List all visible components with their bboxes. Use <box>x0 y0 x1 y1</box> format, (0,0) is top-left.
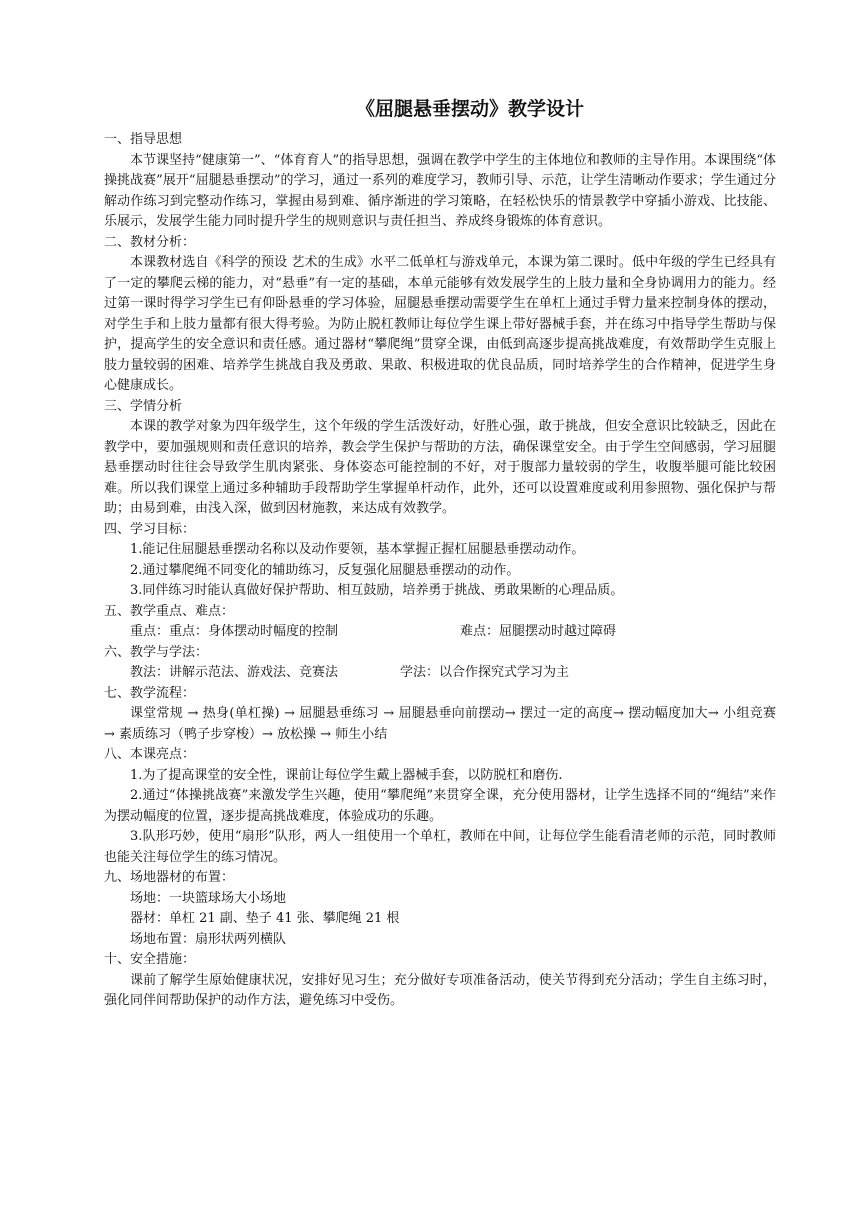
section-paragraph: 本课教材选自《科学的预设 艺术的生成》水平二低单杠与游戏单元，本课为第二课时。低中年级的学生已经具有了一定的攀爬云梯的能力，对“悬垂”有一定的基础，本单元能够有效发展学生的上肢力量和全身协调用力的能力。经过第一课时得学习学生已有仰卧悬垂的学习体验，屈腿悬垂摆动需要学生在单杠上通过手臂力量来控制身体的摆动，对学生手和上肢力量都有很大得考验。为防止脱杠教师让每位学生课上带好器械手套，并在练习中指导学生帮助与保护，提高学生的安全意识和责任感。通过器材“攀爬绳”贯穿全课，由低到高逐步提高挑战难度，有效帮助学生克服上肢力量较弱的困难、培养学生挑战自我及勇敢、果敢、积极进取的优良品质，同时培养学生的合作精神，促进学生身心健康成长。 <box>104 255 776 393</box>
section-heading: 七、教学流程： <box>104 685 196 701</box>
section-process <box>104 684 776 746</box>
section-student-analysis <box>104 397 776 520</box>
section-heading: 一、指导思想 <box>104 132 183 147</box>
section-heading: 八、本课亮点： <box>104 747 196 762</box>
section-venue-equipment <box>104 868 776 950</box>
goal-item: 2.通过攀爬绳不同变化的辅助练习，反复强化屈腿悬垂摆动的动作。 <box>130 562 520 578</box>
section-paragraph: 课前了解学生原始健康状况，安排好见习生；充分做好专项准备活动，使关节得到充分活动；学生自主练习时，强化同伴间帮助保护的动作方法，避免练习中受伤。 <box>104 972 776 1008</box>
section-safety <box>104 950 776 1012</box>
key-points-row <box>104 622 776 643</box>
section-paragraph: 本节课坚持“健康第一”、“体育育人”的指导思想，强调在教学中学生的主体地位和教师的主导作用。本课围绕“体操挑战赛”展开“屈腿悬垂摆动”的学习，通过一系列的难度学习，教师引导、示范，让学生清晰动作要求；学生通过分解动作练习到完整动作练习，掌握由易到难、循序渐进的学习策略，在轻松快乐的情景教学中穿插小游戏、比技能、乐展示，发展学生能力同时提升学生的规则意识与责任担当、养成终身锻炼的体育意识。 <box>104 152 776 229</box>
section-guiding-ideology <box>104 130 776 233</box>
document-title: 《屈腿悬垂摆动》教学设计 <box>355 98 584 120</box>
goal-item: 3.同伴练习时能认真做好保护帮助、相互鼓励，培养勇于挑战、勇敢果断的心理品质。 <box>130 583 624 598</box>
process-flow: 课堂常规 → 热身(单杠操) → 屈腿悬垂练习 → 屈腿悬垂向前摆动→ 摆过一定的高度→ 摆动幅度加大→ 小组竞赛 → 素质练习（鸭子步穿梭）→ 放松操 → 师生小结 <box>104 706 776 742</box>
teaching-method: 教法：讲解示范法、游戏法、竞赛法 <box>130 665 339 680</box>
section-heading: 十、安全措施： <box>104 952 196 967</box>
methods-row <box>104 663 776 684</box>
section-methods <box>104 643 776 684</box>
section-heading: 五、教学重点、难点： <box>104 603 235 619</box>
section-highlights <box>104 745 776 868</box>
section-heading: 二、教材分析： <box>104 234 196 250</box>
section-heading: 六、教学与学法： <box>104 644 209 660</box>
goal-item: 1.能记住屈腿悬垂摆动名称以及动作要领，基本掌握正握杠屈腿悬垂摆动动作。 <box>130 542 585 557</box>
difficulty-point: 难点：屈腿摆动时越过障碍 <box>460 624 617 639</box>
section-learning-goals <box>104 520 776 602</box>
highlight-item: 1.为了提高课堂的安全性，课前让每位学生戴上器械手套，以防脱杠和磨伤. <box>130 767 563 783</box>
key-point: 重点：重点：身体摆动时幅度的控制 <box>130 624 339 639</box>
equipment-item: 器材：单杠 21 副、垫子 41 张、攀爬绳 21 根 <box>130 911 400 926</box>
venue-item: 场地：一块篮球场大小场地 <box>130 890 287 906</box>
section-paragraph: 本课的教学对象为四年级学生，这个年级的学生活泼好动，好胜心强，敢于挑战，但安全意识比较缺乏，因此在教学中，要加强规则和责任意识的培养，教会学生保护与帮助的方法，确保课堂安全。由于学生空间感弱，学习屈腿悬垂摆动时往往会导致学生肌肉紧张、身体姿态可能控制的不好，对于腹部力量较弱的学生，收腹举腿可能比较困难。所以我们课堂上通过多种辅助手段帮助学生掌握单杆动作，此外，还可以设置难度或利用参照物、强化保护与帮助；由易到难，由浅入深，做到因材施教，来达成有效教学。 <box>104 419 776 516</box>
layout-item: 场地布置：扇形状两列横队 <box>130 931 287 947</box>
highlight-item: 2.通过“体操挑战赛”来激发学生兴趣，使用“攀爬绳”来贯穿全课，充分使用器材，让学生选择不同的“绳结”来作为摆动幅度的位置，逐步提高挑战难度，体验成功的乐趣。 <box>104 788 776 824</box>
section-key-points <box>104 602 776 643</box>
learning-method: 学法：以合作探究式学习为主 <box>400 665 570 680</box>
section-material-analysis <box>104 233 776 397</box>
highlight-item: 3.队形巧妙，使用“扇形”队形，两人一组使用一个单杠，教师在中间，让每位学生能看清老师的示范，同时教师也能关注每位学生的练习情况。 <box>104 829 776 865</box>
section-heading: 三、学情分析 <box>104 398 183 414</box>
section-heading: 九、场地器材的布置： <box>104 870 235 885</box>
section-heading: 四、学习目标： <box>104 521 196 537</box>
